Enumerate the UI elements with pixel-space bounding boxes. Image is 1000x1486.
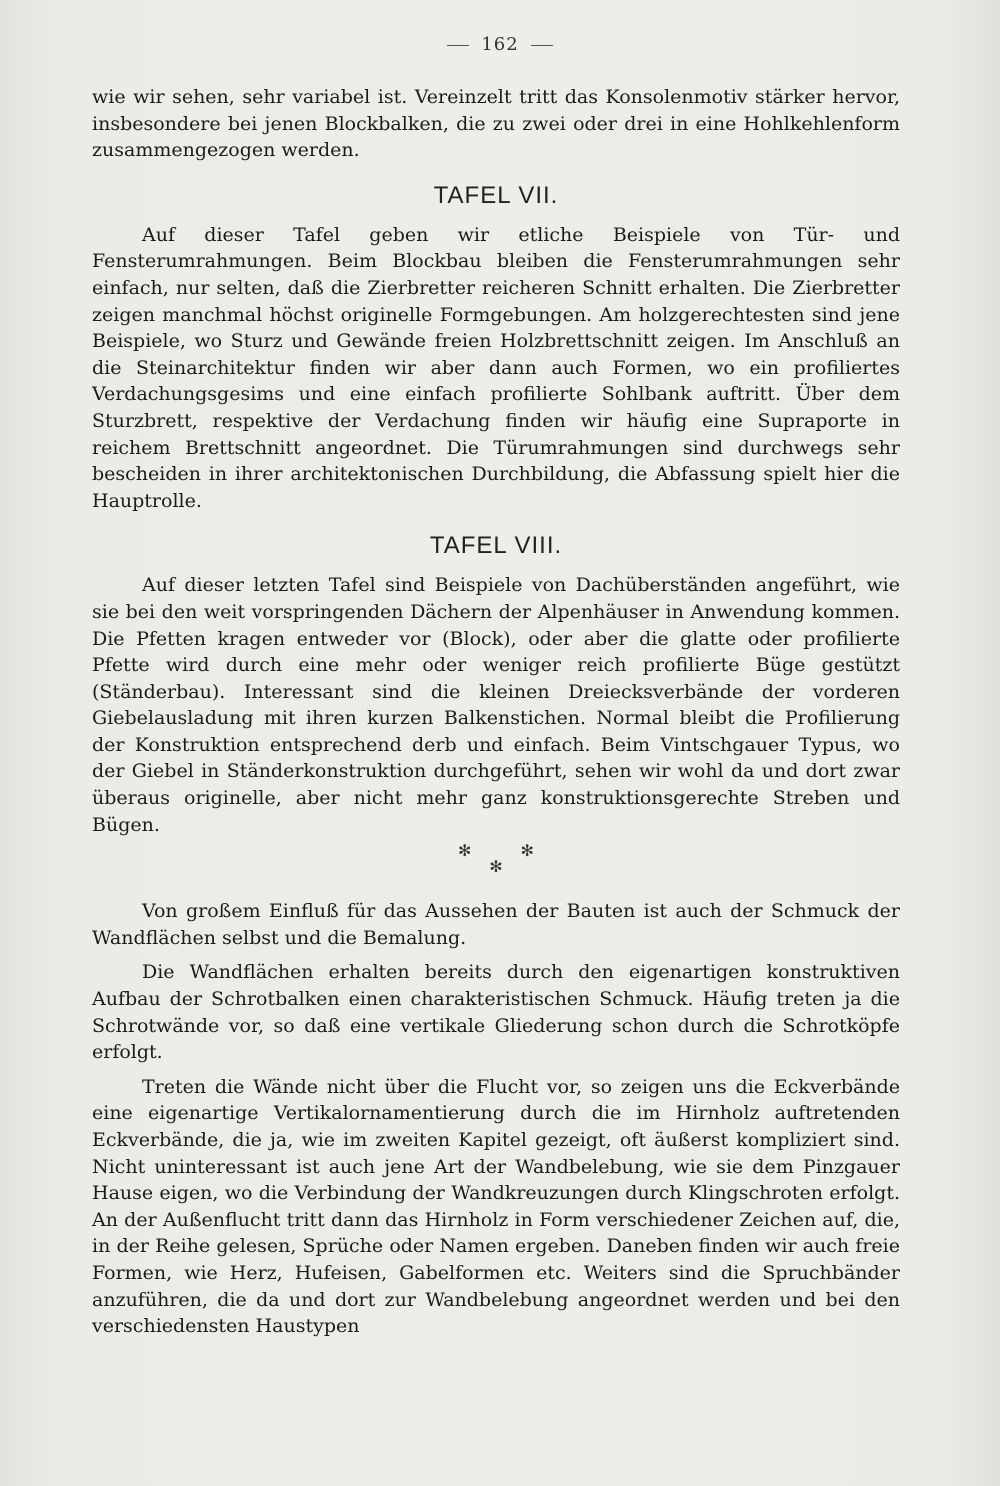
star-ornament: ✻ bbox=[489, 857, 503, 877]
section-text-tafel-vii: Auf dieser Tafel geben wir etliche Beispiele von Tür- und Fensterumrahmungen. Beim Blockbau bleiben die Fensterumrahmungen sehr einfach, nur selten, daß die Zierbretter reicheren Schnitt erhalten. Die Zierbretter zeigen manchmal höchst originelle Formgebungen. Am holzgerechtesten sind jene Beispiele, wo Sturz und Gewände freien Holzbrettschnitt zeigen. Im Anschluß an die Steinarchitektur finden wir aber dann auch Formen, wo ein profiliertes Verdachungsgesims und eine einfach profilierte Sohlbank auftritt. Über dem Sturzbrett, respektive der Verdachung finden wir häufig eine Supraporte in reichem Brettschnitt angeordnet. Die Türumrahmungen sind durchwegs sehr bescheiden in ihrer architektonischen Durchbildung, die Abfassung spielt hier die Hauptrolle. bbox=[92, 223, 900, 512]
intro-paragraph: wie wir sehen, sehr variabel ist. Vereinzelt tritt das Konsolenmotiv stärker hervor, insbesondere bei jenen Blockbalken, die zu zwei oder drei in eine Hohlkehlenform zusammengezogen werden. bbox=[92, 86, 900, 162]
page-number bbox=[0, 34, 1000, 55]
right-dash bbox=[531, 45, 553, 46]
section-heading-tafel-vii: TAFEL VII. bbox=[433, 181, 559, 209]
page-body bbox=[92, 84, 900, 1340]
star-ornament: ✻ bbox=[520, 841, 534, 861]
body-paragraph: Treten die Wände nicht über die Flucht vor, so zeigen uns die Eckverbände eine eigenartige Vertikalornamentierung durch die im Hirnholz auftretenden Eckverbände, die ja, wie im zweiten Kapitel gezeigt, oft äußerst kompliziert sind. Nicht uninteressant ist auch jene Art der Wandbelebung, wie sie dem Pinzgauer Hause eigen, wo die Verbindung der Wandkreuzungen durch Klingschroten erfolgt. An der Außenflucht tritt dann das Hirnholz in Form verschiedener Zeichen auf, die, in der Reihe gelesen, Sprüche oder Namen ergeben. Daneben finden wir auch freie Formen, wie Herz, Hufeisen, Gabelformen etc. Weiters sind die Spruchbänder anzuführen, die da und dort zur Wandbelebung angeordnet werden und bei den verschiedensten Haustypen bbox=[92, 1075, 900, 1338]
body-paragraph: Die Wandflächen erhalten bereits durch den eigenartigen konstruktiven Aufbau der Schrotbalken einen charakteristischen Schmuck. Häufig treten ja die Schrotwände vor, so daß eine vertikale Gliederung schon durch die Schrotköpfe erfolgt. bbox=[92, 961, 900, 1064]
section-heading-tafel-viii: TAFEL VIII. bbox=[429, 532, 563, 560]
star-ornament: ✻ bbox=[458, 841, 472, 861]
left-dash bbox=[447, 45, 469, 46]
asterism-separator bbox=[92, 842, 900, 876]
body-paragraph: Von großem Einfluß für das Aussehen der Bauten ist auch der Schmuck der Wandflächen selbst und die Bemalung. bbox=[92, 900, 900, 949]
section-text-tafel-viii: Auf dieser letzten Tafel sind Beispiele von Dachüberständen angeführt, wie sie bei den weit vorspringenden Dächern der Alpenhäuser in Anwendung kommen. Die Pfetten kragen entweder vor (Block), oder aber die glatte oder profilierte Pfette wird durch eine mehr oder weniger reich profilierte Büge gestützt (Ständerbau). Interessant sind die kleinen Dreiecksverbände der vorderen Giebelausladung mit ihren kurzen Balkenstichen. Normal bleibt die Profilierung der Konstruktion entsprechend derb und einfach. Beim Vintschgauer Typus, wo der Giebel in Ständerkonstruktion durchgeführt, sehen wir wohl da und dort zwar überaus originelle, aber nicht mehr ganz konstruktionsgerechte Streben und Bügen. bbox=[92, 574, 900, 836]
page-number-text: 162 bbox=[481, 34, 519, 55]
